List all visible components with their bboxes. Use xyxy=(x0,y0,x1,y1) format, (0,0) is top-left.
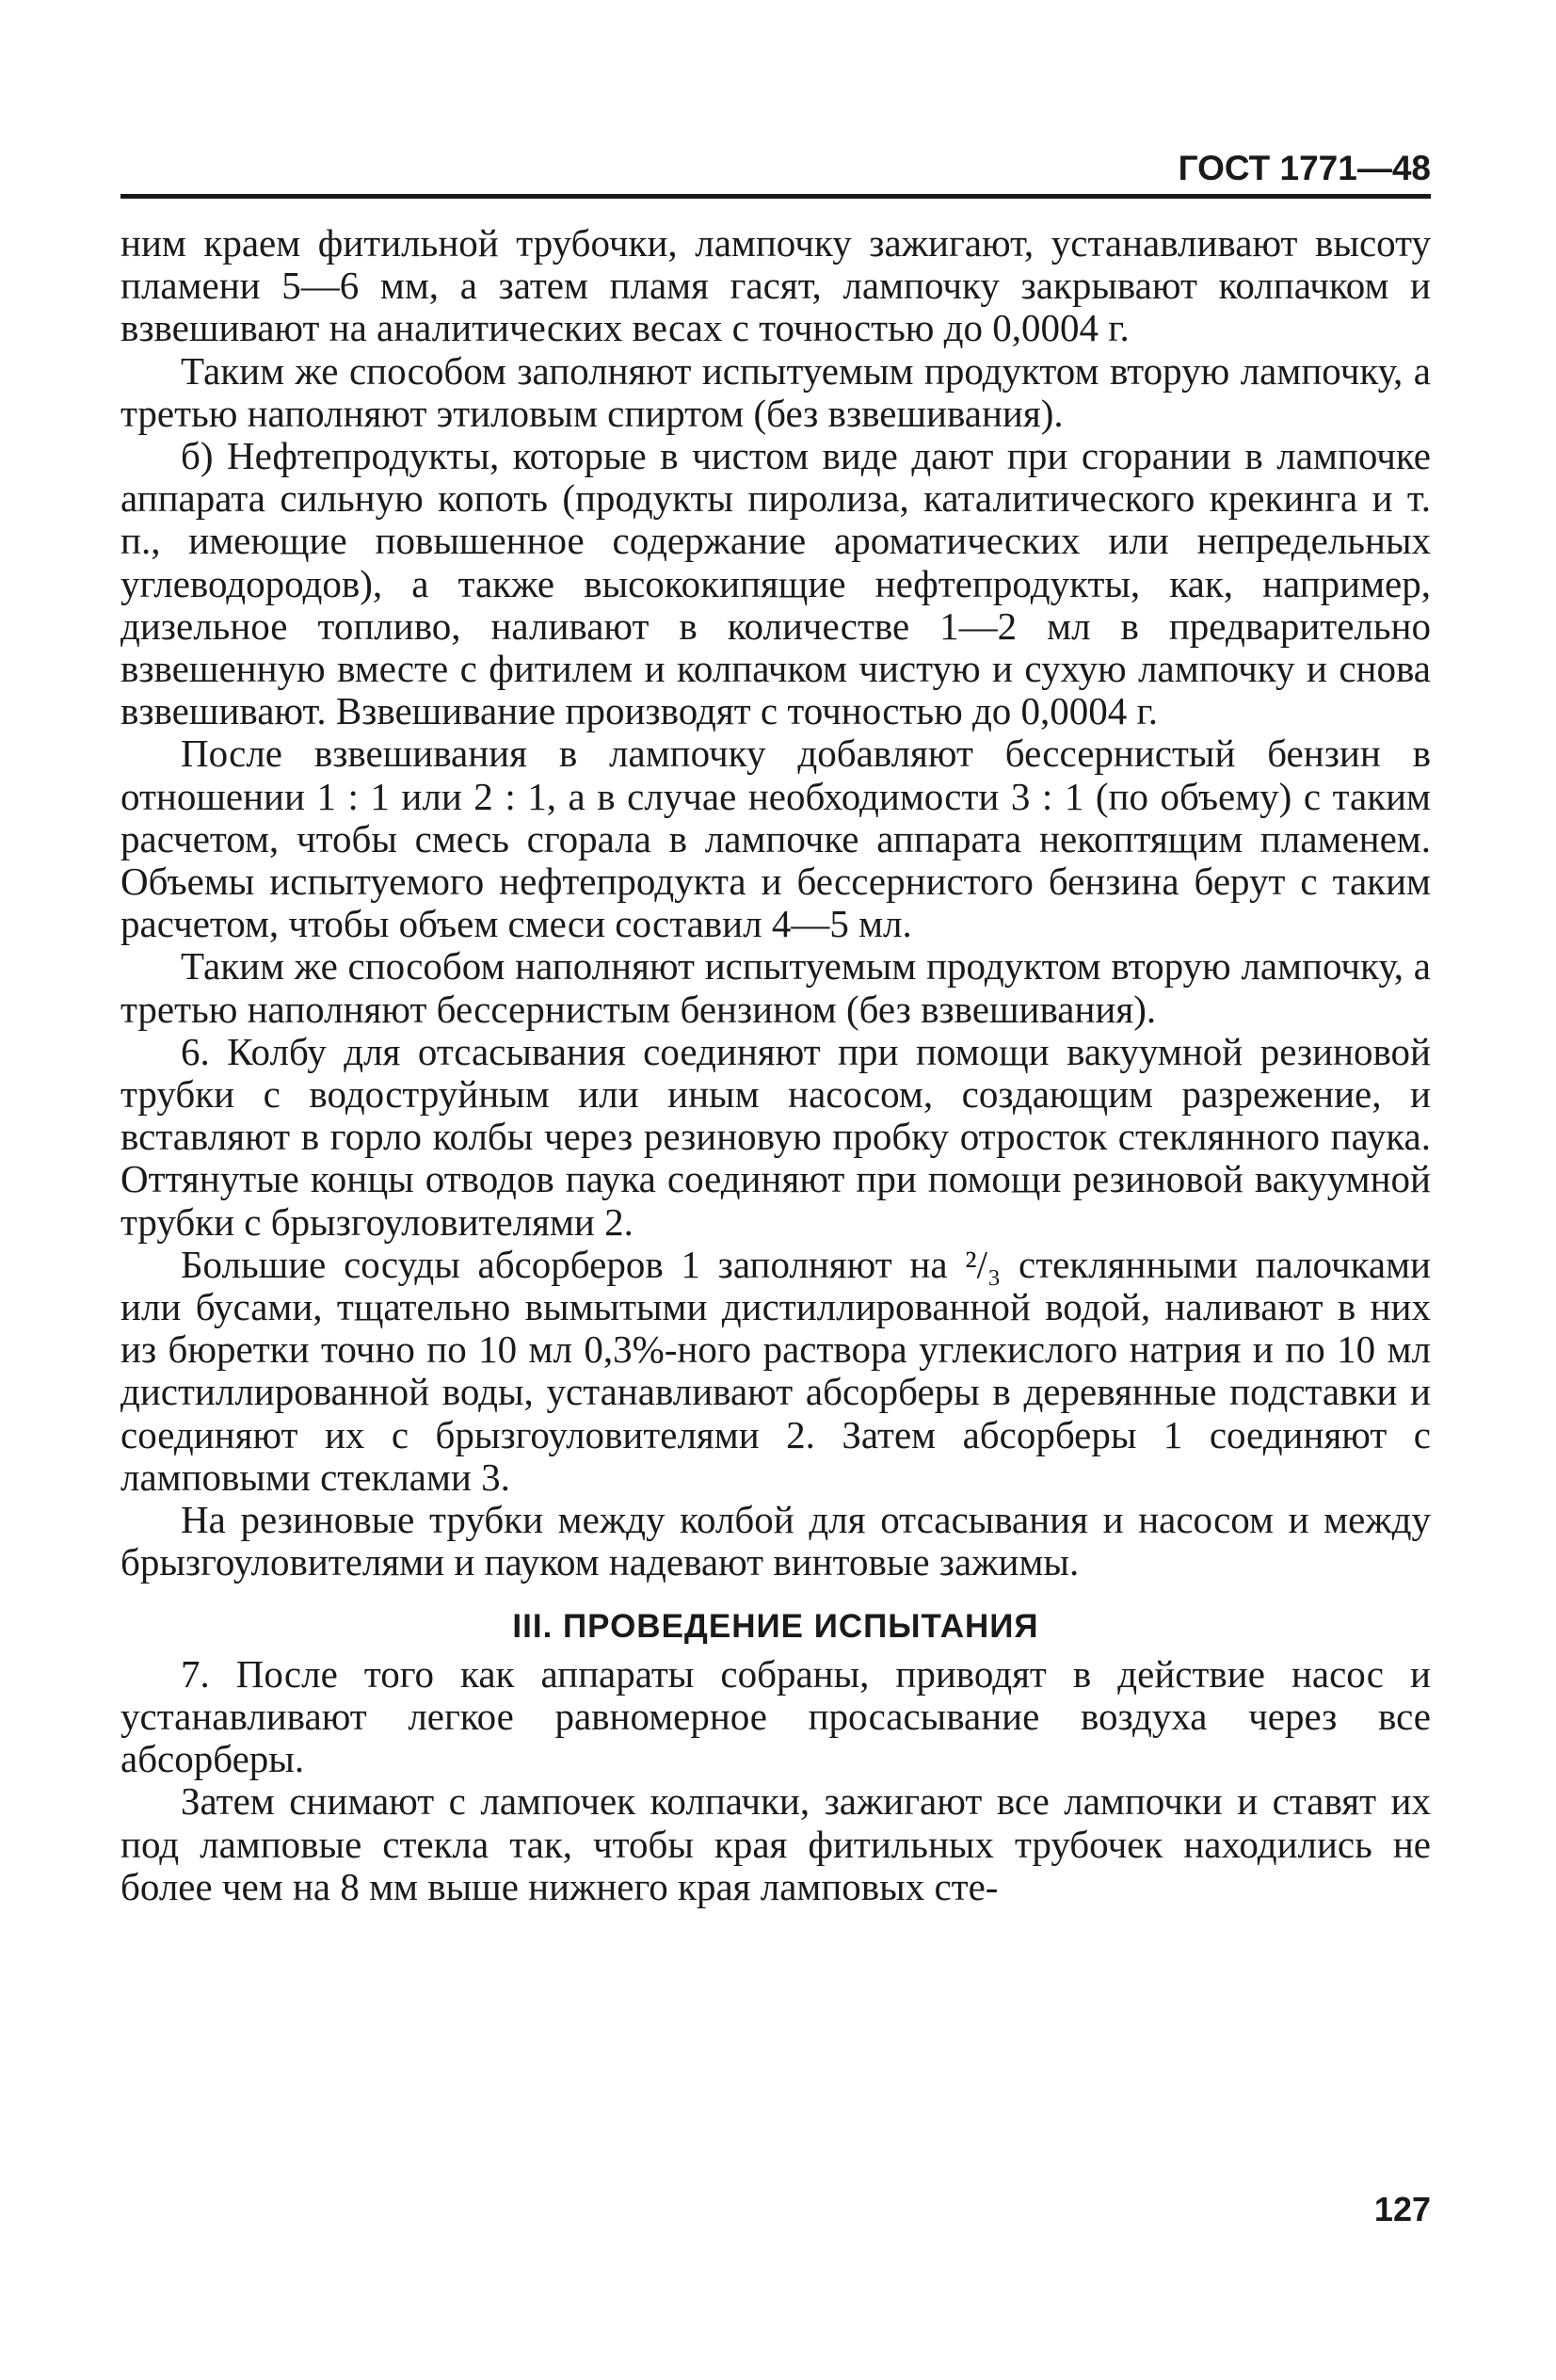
page-number: 127 xyxy=(1373,2190,1431,2228)
paragraph-continuation: ним краем фитильной трубочки, лампочку зажигают, устанавливают высоту пламени 5—6 мм, а затем пламя гасят, лампочку закрывают колпачком и взвешивают на аналитических весах с точностью до 0,0004 г. xyxy=(120,221,1431,350)
paragraph: На резиновые трубки между колбой для отсасывания и насосом и между брызгоуловителями и пауком надевают винтовые зажимы. xyxy=(120,1498,1431,1584)
paragraph-item-b: б) Нефтепродукты, которые в чистом виде дают при сгорании в лампочке аппарата сильную копоть (продукты пиролиза, каталитического крекинга и т. п., имеющие повышенное содержание ароматических или непредельных углеводородов), а также высококипящие нефтепродукты, как, например, дизельное топливо, наливают в количестве 1—2 мл в предварительно взвешенную вместе с фитилем и колпачком чистую и сухую лампочку и снова взвешивают. Взвешивание производят с точностью до 0,0004 г. xyxy=(120,434,1431,733)
paragraph: Затем снимают с лампочек колпачки, зажигают все лампочки и ставят их под ламповые стекла так, чтобы края фитильных трубочек находились не более чем на 8 мм выше нижнего края ламповых сте- xyxy=(120,1779,1431,1908)
paragraph-clause-6: 6. Колбу для отсасывания соединяют при помощи вакуумной резиновой трубки с водоструйным или иным насосом, создающим разрежение, и вставляют в горло колбы через резиновую пробку отросток стеклянного паука. Оттянутые концы отводов паука соединяют при помощи резиновой вакуумной трубки с брызгоуловителями 2. xyxy=(120,1029,1431,1244)
section-heading: III. ПРОВЕДЕНИЕ ИСПЫТАНИЯ xyxy=(512,1607,1039,1645)
paragraph: Таким же способом наполняют испытуемым продуктом вторую лампочку, а третью наполняют бессернистым бензином (без взвешивания). xyxy=(120,944,1431,1031)
paragraph: Большие сосуды абсорберов 1 заполняют на ²/₃ стеклянными палочками или бусами, тщательно вымытыми дистиллированной водой, наливают в них из бюретки точно по 10 мл 0,3%-ного раствора углекислого натрия и по 10 мл дистиллированной воды, устанавливают абсорберы в деревянные подставки и соединяют их с брызгоуловителями 2. Затем абсорберы 1 соединяют с ламповыми стеклами 3. xyxy=(120,1242,1431,1499)
paragraph: После взвешивания в лампочку добавляют бессернистый бензин в отношении 1 : 1 или 2 : 1, а в случае необходимости 3 : 1 (по объему) с таким расчетом, чтобы смесь сгорала в лампочке аппарата некоптящим пламенем. Объемы испытуемого нефтепродукта и бессернистого бензина берут с таким расчетом, чтобы объем смеси составил 4—5 мл. xyxy=(120,732,1431,946)
page-body xyxy=(120,222,1431,1908)
paragraph-clause-7: 7. После того как аппараты собраны, приводят в действие насос и устанавливают легкое равномерное просасывание воздуха через все абсорберы. xyxy=(120,1651,1431,1781)
header-rule xyxy=(120,194,1431,199)
page-header-doc-code: ГОСТ 1771—48 xyxy=(1178,149,1431,187)
paragraph: Таким же способом заполняют испытуемым продуктом вторую лампочку, а третью наполняют этиловым спиртом (без взвешивания). xyxy=(120,348,1431,435)
